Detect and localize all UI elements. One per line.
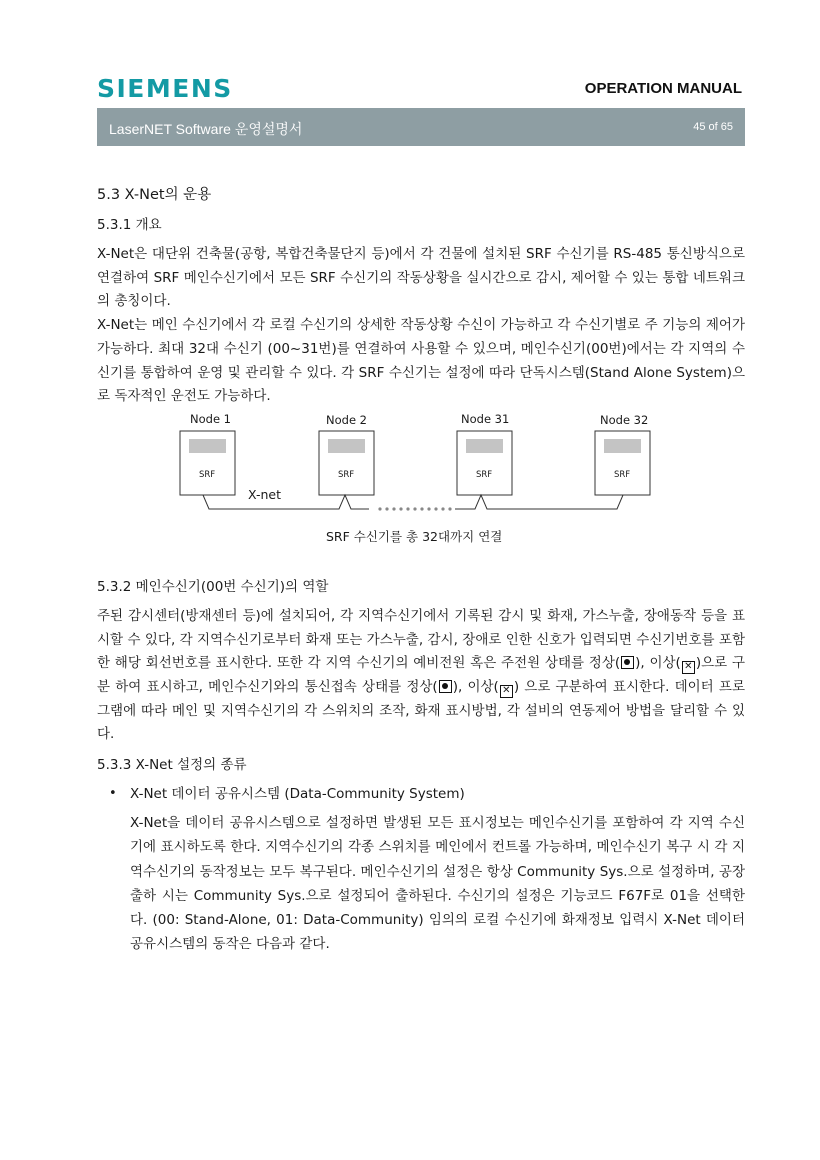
list-item — [97, 783, 745, 956]
x-net-bus-left — [203, 495, 369, 509]
document-type: OPERATION MANUAL — [584, 80, 742, 97]
srf-label-31: SRF — [476, 469, 493, 480]
main-receiver-paragraph — [97, 605, 745, 747]
main-receiver-text-e: ) 으로 구분하여 표시한다. 데이터 프로그램에 따라 메인 및 지역수신기의 각 스위치의 조작, 화재 표시방법, 각 설비의 연동제어 방법을 달리할 수 있다. — [97, 679, 745, 743]
ellipsis-dots — [378, 507, 451, 510]
page-number: 45 of 65 — [693, 121, 733, 133]
overview-text — [97, 243, 745, 409]
main-receiver-text — [97, 605, 745, 747]
fault-status-icon: ✕ — [682, 661, 695, 674]
node-label-1: Node 1 — [190, 411, 231, 426]
main-receiver-text-d: ), 이상( — [452, 679, 499, 696]
subsection-title-main-receiver: 5.3.2 메인수신기(00번 수신기)의 역할 — [97, 578, 329, 595]
overview-paragraph-1: X-Net은 대단위 건축물(공항, 복합건축물단지 등)에서 각 건물에 설치된 SRF 수신기를 RS-485 통신방식으로 연결하여 SRF 메인수신기에서 모든 SRF 수신기의 작동상황을 실시간으로 감시, 제어할 수 있는 통합 네트워크의 총칭이다. — [97, 246, 745, 310]
fault-status-icon: ✕ — [500, 685, 513, 698]
siemens-logo: SIEMENS — [97, 74, 233, 103]
list-item-title: X-Net 데이터 공유시스템 (Data-Community System) — [130, 786, 465, 803]
panel-display-2 — [328, 439, 365, 453]
section-title: 5.3 X-Net의 운용 — [97, 187, 212, 203]
overview-paragraph-2: X-Net는 메인 수신기에서 각 로컬 수신기의 상세한 작동상황 수신이 가능하고 각 수신기별로 주 기능의 제어가 가능하다. 최대 32대 수신기 (00~31번)를 연결하여 사용할 수 있으며, 메인수신기(00번)에서는 각 지역의 수신기를 통합하여 운영 및 관리할 수 있다. 각 SRF 수신기는 설정에 따라 단독시스템(Stand Alone System)으로 독자적인 운전도 가능하다. — [97, 317, 745, 405]
panel-display-31 — [466, 439, 503, 453]
subsection-title-settings: 5.3.3 X-Net 설정의 종류 — [97, 757, 247, 774]
x-net-bus-right — [455, 495, 623, 509]
main-receiver-text-c: )으로 구분 하여 표시하고, 메인수신기와의 통신접속 상태를 정상( — [97, 655, 745, 696]
bullet: • — [109, 786, 117, 802]
srf-label-1: SRF — [199, 469, 216, 480]
diagram-caption: SRF 수신기를 총 32대까지 연결 — [326, 528, 503, 544]
product-title: LaserNET Software 운영설명서 — [109, 121, 303, 137]
panel-display-32 — [604, 439, 641, 453]
srf-label-2: SRF — [338, 469, 355, 480]
node-label-2: Node 2 — [326, 412, 367, 427]
main-receiver-text-b: ), 이상( — [635, 655, 681, 672]
main-content — [97, 185, 745, 956]
subsection-title-overview: 5.3.1 개요 — [97, 217, 162, 233]
x-net-label: X-net — [248, 486, 281, 502]
main-receiver-text-a: 주된 감시센터(방재센터 등)에 설치되어, 각 지역수신기에서 기록된 감시 및 화재, 가스누출, 장애동작 등을 표시할 수 있다, 각 지역수신기로부터 화재 또는 가스누출, 감시, 장애로 인한 신호가 입력되면 수신기번호를 포함한 해당 회선번호를 표시한다. 또한 각 지역 수신기의 예비전원 혹은 주전원 상태를 정상( — [97, 607, 745, 672]
normal-status-icon — [621, 656, 634, 669]
node-label-32: Node 32 — [600, 412, 649, 427]
network-diagram — [97, 407, 745, 567]
header-bar — [97, 108, 745, 146]
normal-status-icon — [439, 680, 452, 693]
panel-display-1 — [189, 439, 226, 453]
srf-label-32: SRF — [614, 469, 631, 480]
node-label-31: Node 31 — [461, 411, 510, 426]
list-item-text: X-Net을 데이터 공유시스템으로 설정하면 발생된 모든 표시정보는 메인수신기를 포함하여 각 지역 수신기에 표시하도록 한다. 지역수신기의 각종 스위치를 메인에서 컨트롤 가능하며, 메인수신기 복구 시 각 지역수신기의 동작정보는 모두 복구된다. 메인수신기의 설정은 항상 Community Sys.으로 설정하며, 공장출하 시는 Community Sys.으로 설정되어 출하된다. 수신기의 설정은 기능코드 F67F로 01을 선택한다. (00: Stand-Alone, 01: Data-Community) 임의의 로컬 수신기에 화재정보 입력시 X-Net 데이터 공유시스템의 동작은 다음과 같다. — [130, 815, 745, 953]
